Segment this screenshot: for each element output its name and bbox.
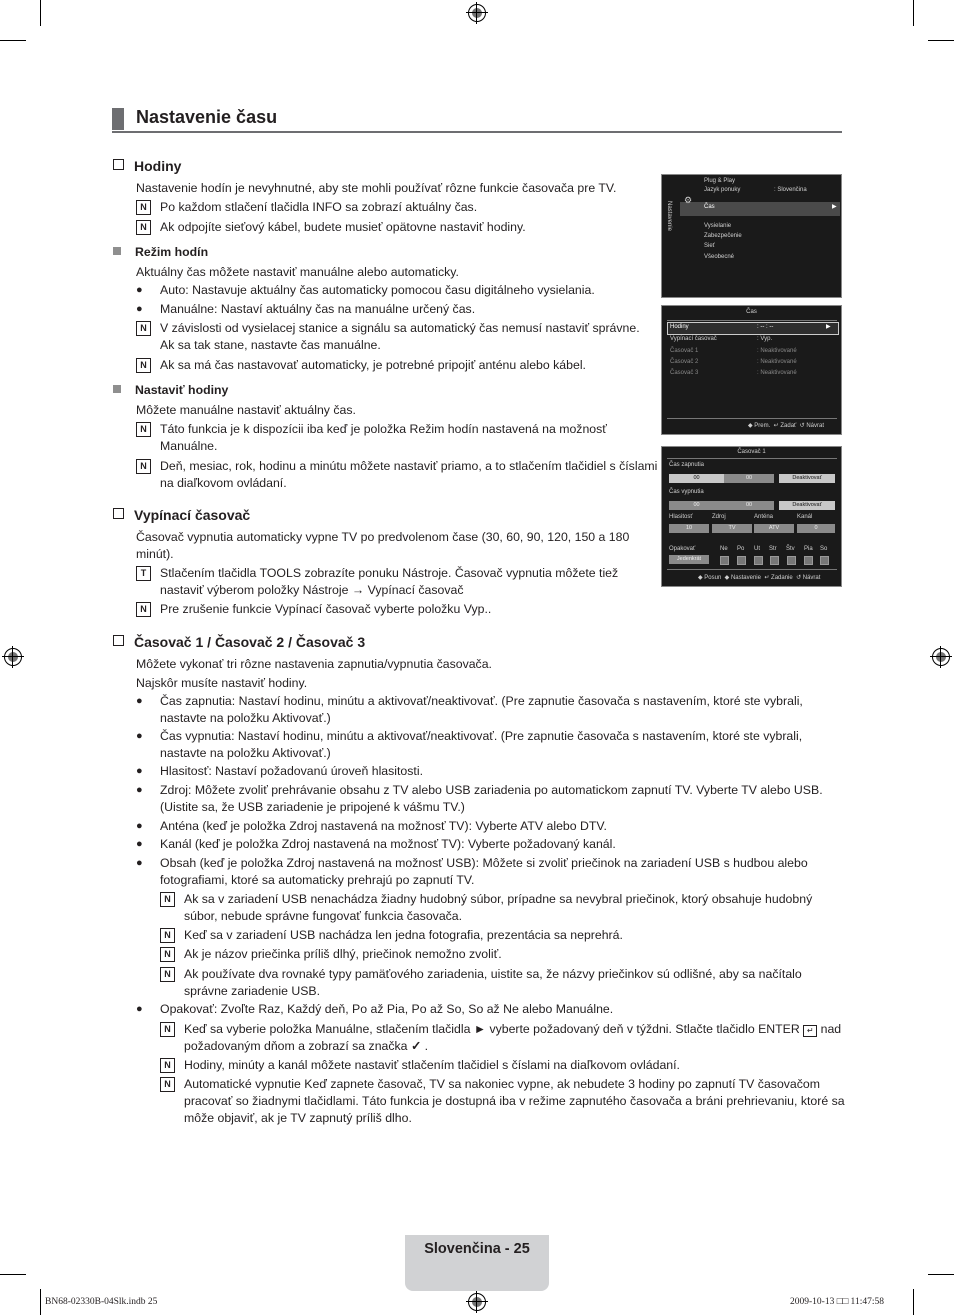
adjust-icon: ◆ <box>724 575 730 581</box>
hour-field: 00 <box>669 474 724 483</box>
note-icon: N <box>160 1058 175 1073</box>
note: N Keď sa vyberie položka Manuálne, stlačením tlačidla ► vyberte požadovaný deň v týždni. Stlačte tlačidlo ENTER ↵ nad <box>160 1020 841 1038</box>
row-label: Časovač 3 <box>670 370 699 376</box>
note: N Ak odpojíte sieťový kábel, budete musieť opätovne nastaviť hodiny. <box>136 218 526 236</box>
menu-item: Zabezpečenie <box>704 233 742 239</box>
note-continuation: požadovaným dňom a zobrazí sa značka ✓ . <box>184 1039 429 1053</box>
note: N Deň, mesiac, rok, hodinu a minútu môžete nastaviť priamo, a to stlačením tlačidiel s číslami <box>136 457 657 475</box>
row-value: : Vyp. <box>757 336 773 342</box>
enter-icon: ↵ <box>773 423 779 429</box>
field-label: Čas zapnutia <box>669 462 705 468</box>
bullet: ● Obsah (keď je položka Zdroj nastavená na možnosť USB): Môžete si zvoliť priečinok na zariadení USB s hudbou alebo <box>136 856 808 870</box>
crop-mark <box>928 40 954 41</box>
section-casovac: Časovač 1 / Časovač 2 / Časovač 3 <box>113 634 365 650</box>
footer-hints: ◆ Prem. ↵ Zadať ↺ Návrat <box>748 423 825 429</box>
channel-field: 0 <box>797 524 835 533</box>
day-checkbox <box>804 556 813 565</box>
note: N Pre zrušenie funkcie Vypínací časovač vyberte položku Vyp.. <box>136 600 491 618</box>
note-icon: N <box>160 928 175 943</box>
row-label: Časovač 2 <box>670 359 699 365</box>
row-label: Časovač 1 <box>670 348 699 354</box>
bullet: ● Čas zapnutia: Nastaví hodinu, minútu a aktivovať/neaktivovať. (Pre zapnutie časovača s nastavením, ktoré ste vybrali, <box>136 694 803 708</box>
registration-mark-icon <box>468 1293 486 1311</box>
crop-mark <box>913 0 914 26</box>
page-number: Slovenčina - 25 <box>424 1241 530 1257</box>
bullet: ● Čas vypnutia: Nastaví hodinu, minútu a aktivovať/neaktivovať. (Pre zapnutie časovača s nastavením, ktoré ste vybrali, <box>136 729 803 743</box>
gear-icon: ⚙ <box>684 195 693 205</box>
note-continuation: správne zariadenie USB. <box>184 984 321 998</box>
note-icon: N <box>160 1077 175 1092</box>
row-value: : -- : -- <box>757 324 774 330</box>
row-value: : Neaktivované <box>757 359 797 365</box>
field-label: Kanál <box>797 514 813 520</box>
title-marker <box>112 108 124 130</box>
note-continuation: pracovať so žiadnymi tlačidlami. Táto funkcia je dostupná iba v režime zapnutého časovača a bráni prehrievaniu, ktoré sa <box>184 1094 845 1108</box>
tools-note-cont: nastaviť výberom položky Nástroje → Vypínací časovač <box>160 583 464 597</box>
day-checkbox <box>787 556 796 565</box>
note-icon: N <box>160 892 175 907</box>
note: N Ak sa má čas nastavovať automaticky, je potrebné pripojiť anténu alebo kábel. <box>136 356 586 374</box>
day-label: Ne <box>720 546 728 552</box>
registration-mark-icon <box>4 648 22 666</box>
field-label: Čas vypnutia <box>669 489 704 495</box>
note: N Automatické vypnutie Keď zapnete časovač, TV sa nakoniec vypne, ak nebudete 3 hodiny po zapnutí TV časovačom <box>160 1075 820 1093</box>
row-label: Vypínací časovač <box>670 336 717 342</box>
antenna-field: ATV <box>754 524 794 533</box>
note-continuation: môže objaviť, ak je TV zapnutý príliš dlho. <box>184 1111 412 1125</box>
day-label: Po <box>737 546 745 552</box>
highlight-row <box>667 322 839 335</box>
screen-cas-menu <box>661 305 842 435</box>
crop-mark <box>40 0 41 26</box>
nastavit-intro: Môžete manuálne nastaviť aktuálny čas. <box>136 403 356 417</box>
activate-field: Deaktivovať <box>779 474 835 483</box>
volume-field: 10 <box>669 524 709 533</box>
bullet-cont: fotografiami, ktoré sa automaticky prehrajú po zapnutí TV. <box>160 873 475 887</box>
day-checkbox <box>770 556 779 565</box>
menu-item: Jazyk ponuky <box>704 187 741 193</box>
repeat-field: Jedenkrát <box>669 555 709 564</box>
activate-field: Deaktivovať <box>779 501 835 510</box>
print-date: 2009-10-13 □□ 11:47:58 <box>790 1297 884 1307</box>
field-label: Anténa <box>754 514 774 520</box>
vypinaci-intro: Časovač vypnutia automaticky vypne TV po predvolenom čase (30, 60, 90, 120, 150 a 180 <box>136 530 630 544</box>
page-title: Nastavenie času <box>136 107 278 127</box>
crop-mark <box>913 1289 914 1315</box>
screen-settings-menu <box>661 174 842 298</box>
day-label: Str <box>769 546 777 552</box>
casovac-intro: Môžete vykonať tri rôzne nastavenia zapnutia/vypnutia časovača. <box>136 657 492 671</box>
crop-mark <box>928 1274 954 1275</box>
day-label: Ut <box>754 546 760 552</box>
menu-value: : Slovenčina <box>774 187 807 193</box>
note-icon: N <box>136 321 151 336</box>
section-vypinaci-casovac: Vypínací časovač <box>113 507 250 523</box>
menu-item: Vysielanie <box>704 223 732 229</box>
note: N Hodiny, minúty a kanál môžete nastaviť stlačením tlačidiel s číslami na diaľkovom ovládaní. <box>160 1056 680 1074</box>
move-icon: ◆ <box>748 423 753 429</box>
note-continuation: súbor, nebude správne fungovať funkcia časovača. <box>184 909 463 923</box>
note-icon: N <box>136 220 151 235</box>
note-icon: N <box>136 459 151 474</box>
return-icon: ↺ <box>799 423 805 429</box>
row-value: : Neaktivované <box>757 370 797 376</box>
rezim-intro: Aktuálny čas môžete nastaviť manuálne alebo automaticky. <box>136 265 459 279</box>
note-icon: N <box>160 1022 175 1037</box>
minute-field: 00 <box>724 501 774 510</box>
subsection-nastavit-hodiny: Nastaviť hodiny <box>113 383 228 397</box>
note: N V závislosti od vysielacej stanice a signálu sa automatický čas nemusí nastaviť správne. <box>136 319 640 337</box>
screen-casovac1 <box>661 446 842 587</box>
bullet-cont: (Uistite sa, že USB zariadenie je pripojené k vášmu TV.) <box>160 800 465 814</box>
note: N Ak používate dva rovnaké typy pamäťového zariadenia, uistite sa, že názvy priečinkov sú odlišné, aby sa načítalo <box>160 965 802 983</box>
bullet: ● Hlasitosť: Nastaví požadovanú úroveň hlasitosti. <box>136 764 423 778</box>
note-continuation: Manuálne. <box>160 439 218 453</box>
minute-field: 00 <box>724 474 774 483</box>
note-icon: N <box>136 358 151 373</box>
note: N Po každom stlačení tlačidla INFO sa zobrazí aktuálny čas. <box>136 198 477 216</box>
subsection-rezim-hodin: Režim hodín <box>113 245 208 259</box>
footer-hints: ◆ Posun ◆ Nastavenie ↵ Zadanie ↺ Návrat <box>698 575 821 581</box>
menu-item: Sieť <box>704 243 715 249</box>
note: N Ak sa v zariadení USB nenachádza žiadny hudobný súbor, prípadne sa nevybral priečinok, ktorý obsahuje hudobný <box>160 890 812 908</box>
hodiny-intro: Nastavenie hodín je nevyhnutné, aby ste mohli používať rôzne funkcie časovača pre TV. <box>136 181 617 195</box>
tools-icon: T <box>136 566 151 581</box>
field-label: Opakovať <box>669 546 696 552</box>
note-continuation: na diaľkovom ovládaní. <box>160 476 287 490</box>
section-hodiny: Hodiny <box>113 158 181 174</box>
note-icon: N <box>160 967 175 982</box>
day-checkbox <box>737 556 746 565</box>
move-icon: ◆ <box>698 575 703 581</box>
note: N Táto funkcia je k dispozícii iba keď je položka Režim hodín nastavená na možnosť <box>136 420 607 438</box>
hour-field: 00 <box>669 501 724 510</box>
bullet: ● Kanál (keď je položka Zdroj nastavená na možnosť TV): Vyberte požadovaný kanál. <box>136 837 616 851</box>
day-label: Pia <box>804 546 813 552</box>
row-value: : Neaktivované <box>757 348 797 354</box>
crop-mark <box>0 1274 26 1275</box>
note-continuation: Ak sa tak stane, nastavte čas manuálne. <box>160 338 381 352</box>
menu-item: Všeobecné <box>704 254 735 260</box>
note-icon: N <box>136 602 151 617</box>
bullet-auto: ● Auto: Nastavuje aktuálny čas automaticky pomocou času digitálneho vysielania. <box>136 283 595 297</box>
menu-item: Plug & Play <box>704 178 736 184</box>
note-icon: N <box>136 422 151 437</box>
menu-item-selected: Čas <box>704 204 715 210</box>
day-label: Štv <box>786 546 795 552</box>
day-label: So <box>820 546 828 552</box>
crop-mark <box>40 1289 41 1315</box>
day-checkbox <box>820 556 829 565</box>
registration-mark-icon <box>932 648 950 666</box>
screen-title: Časovač 1 <box>737 449 766 455</box>
checkmark-icon: ✓ <box>410 1039 422 1053</box>
note-icon: N <box>136 200 151 215</box>
enter-icon: ↵ <box>803 1025 817 1037</box>
bullet: ● Anténa (keď je položka Zdroj nastavená na možnosť TV): Vyberte ATV alebo DTV. <box>136 819 607 833</box>
bullet: ● Opakovať: Zvoľte Raz, Každý deň, Po až Pia, Po až So, So až Ne alebo Manuálne. <box>136 1002 614 1016</box>
source-field: TV <box>712 524 752 533</box>
day-checkbox <box>754 556 763 565</box>
registration-mark-icon <box>468 4 486 22</box>
row-label: Hodiny <box>670 324 689 330</box>
crop-mark <box>0 40 26 41</box>
tools-note: T Stlačením tlačidla TOOLS zobrazíte ponuku Nástroje. Časovač vypnutia môžete tiež <box>136 564 618 582</box>
bullet-manual: ● Manuálne: Nastaví aktuálny čas na manuálne určený čas. <box>136 302 476 316</box>
field-label: Hlasitosť <box>669 514 693 520</box>
field-label: Zdroj <box>712 514 726 520</box>
bullet-cont: nastavte na položku Aktivovať.) <box>160 711 331 725</box>
side-label: Nastavenie <box>666 201 672 232</box>
note-icon: N <box>160 947 175 962</box>
note: N Keď sa v zariadení USB nachádza len jedna fotografia, prezentácia sa neprehrá. <box>160 926 623 944</box>
return-icon: ↺ <box>796 575 802 581</box>
print-file: BN68-02330B-04Slk.indb 25 <box>45 1297 158 1307</box>
note: N Ak je názov priečinka príliš dlhý, priečinok nemožno zvoliť. <box>160 945 502 963</box>
bullet-cont: nastavte na položku Aktivovať.) <box>160 746 331 760</box>
arrow-right-icon: ▶ <box>832 204 837 210</box>
day-checkbox <box>720 556 729 565</box>
screen-title: Čas <box>746 309 757 315</box>
title-rule <box>112 131 842 133</box>
bullet: ● Zdroj: Môžete zvoliť prehrávanie obsahu z TV alebo USB zariadenia po automatickom zapnutí TV. Vyberte TV alebo USB. <box>136 783 823 797</box>
casovac-intro2: Najskôr musíte nastaviť hodiny. <box>136 676 308 690</box>
enter-icon: ↵ <box>764 575 770 581</box>
arrow-right-icon: ▶ <box>826 324 831 330</box>
vypinaci-intro-cont: minút). <box>136 547 174 561</box>
